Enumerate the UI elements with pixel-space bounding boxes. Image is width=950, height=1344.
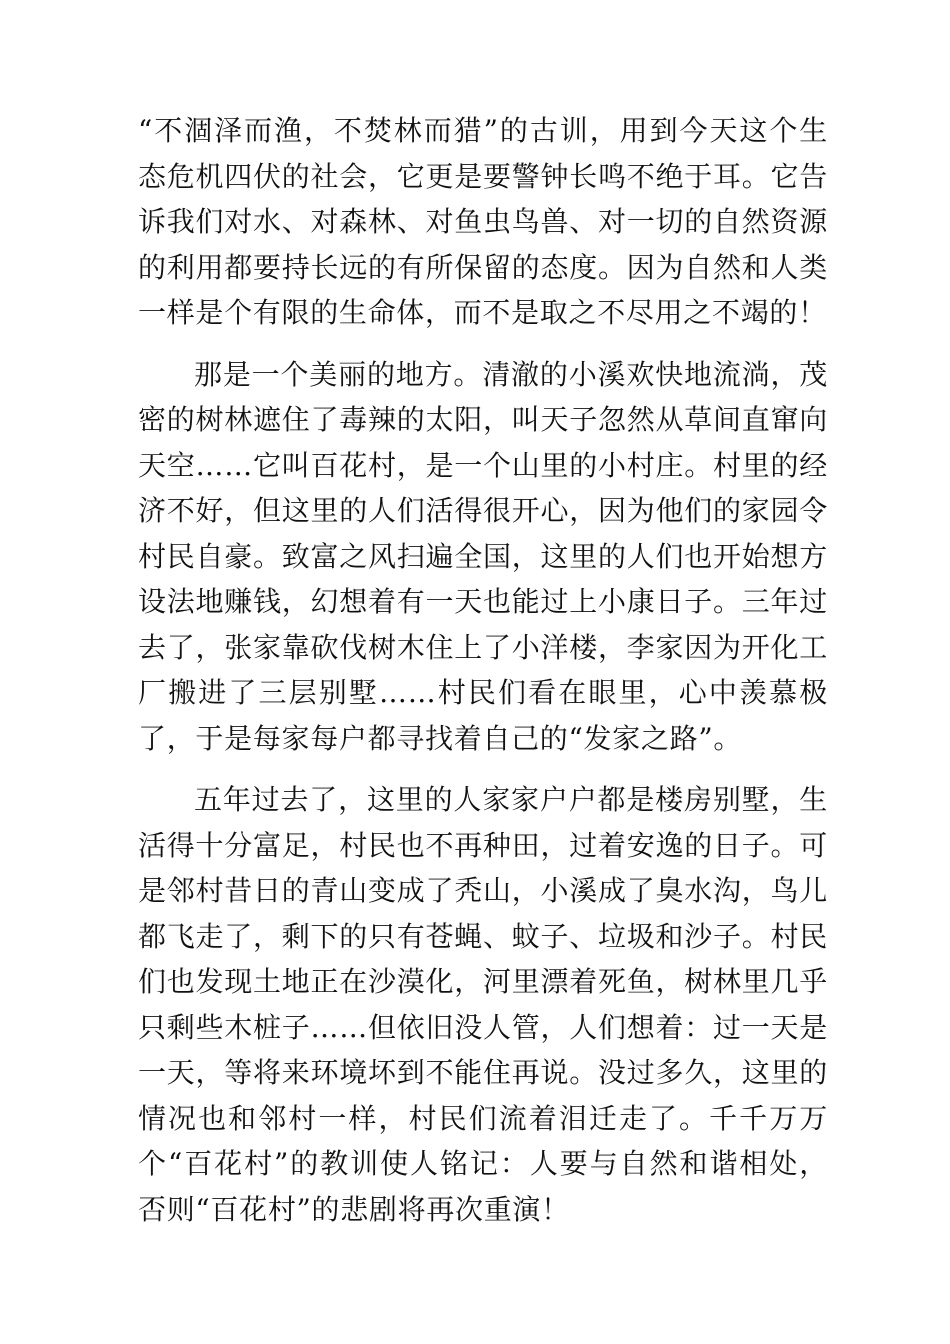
paragraph-3: 五年过去了，这里的人家家户户都是楼房别墅，生活得十分富足，村民也不再种田，过着安逸的日子。可是邻村昔日的青山变成了秃山，小溪成了臭水沟，鸟儿都飞走了，剩下的只有苍蝇、蚊子、垃圾和沙子。村民们也发现土地正在沙漠化，河里漂着死鱼，树林里几乎只剩些木桩子……但依旧没人管，人们想着：过一天是一天，等将来环境坏到不能住再说。没过多久，这里的情况也和邻村一样，村民们流着泪迁走了。千千万万个“百花村”的教训使人铭记：人要与自然和谐相处，否则“百花村”的悲剧将再次重演！	[138, 783, 828, 1226]
paragraph-1: “不涸泽而渔，不焚林而猎”的古训，用到今天这个生态危机四伏的社会，它更是要警钟长鸣不绝于耳。它告诉我们对水、对森林、对鱼虫鸟兽、对一切的自然资源的利用都要持长远的有所保留的态度。因为自然和人类一样是个有限的生命体，而不是取之不尽用之不竭的！	[138, 114, 828, 329]
document-body	[138, 108, 828, 1248]
paragraph-2: 那是一个美丽的地方。清澈的小溪欢快地流淌，茂密的树林遮住了毒辣的太阳，叫天子忽然从草间直窜向天空……它叫百花村，是一个山里的小村庄。村里的经济不好，但这里的人们活得很开心，因为他们的家园令村民自豪。致富之风扫遍全国，这里的人们也开始想方设法地赚钱，幻想着有一天也能过上小康日子。三年过去了，张家靠砍伐树木住上了小洋楼，李家因为开化工厂搬进了三层别墅……村民们看在眼里，心中羡慕极了，于是每家每户都寻找着自己的“发家之路”。	[138, 357, 828, 755]
